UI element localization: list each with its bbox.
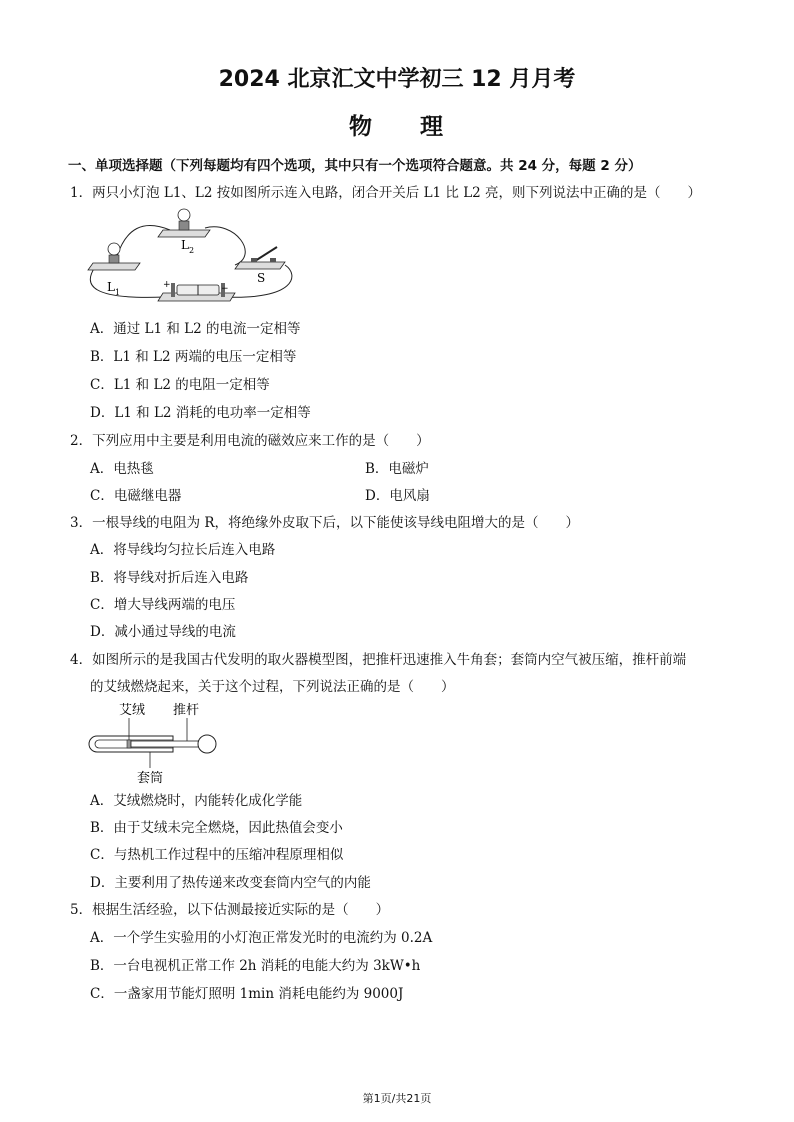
label-minus: − <box>221 284 229 294</box>
question-3-stem: 3．一根导线的电阻为 R，将绝缘外皮取下后，以下能使该导线电阻增大的是（ ） <box>70 515 580 531</box>
q4-option-c: C．与热机工作过程中的压缩冲程原理相似 <box>90 847 344 863</box>
question-4-stem-line-2: 的艾绒燃烧起来，关于这个过程，下列说法正确的是（ ） <box>90 679 455 695</box>
q1-option-a: A．通过 L1 和 L2 的电流一定相等 <box>90 321 301 337</box>
question-5-stem: 5．根据生活经验，以下估测最接近实际的是（ ） <box>70 902 390 918</box>
q3-option-d: D．减小通过导线的电流 <box>90 624 236 640</box>
q2-option-a: A．电热毯 <box>90 461 154 477</box>
q2-option-b: B．电磁炉 <box>365 461 429 477</box>
q4-option-a: A．艾绒燃烧时，内能转化成化学能 <box>90 793 303 809</box>
question-1-stem: 1．两只小灯泡 L1、L2 按如图所示连入电路，闭合开关后 L1 比 L2 亮，则下列说法中正确的是（ ） <box>70 185 702 201</box>
label-switch: S <box>257 271 266 285</box>
label-plus: + <box>163 280 171 290</box>
label-l1: L <box>107 280 115 294</box>
q1-option-c: C．L1 和 L2 的电阻一定相等 <box>90 377 270 393</box>
fire-piston-diagram <box>85 700 225 788</box>
subject-title <box>0 108 794 141</box>
q3-option-a: A．将导线均匀拉长后连入电路 <box>90 542 276 558</box>
question-2-stem: 2．下列应用中主要是利用电流的磁效应来工作的是（ ） <box>70 433 430 449</box>
circuit-diagram <box>85 205 305 307</box>
label-rod: 推杆 <box>173 703 200 718</box>
q5-option-c: C．一盏家用节能灯照明 1min 消耗电能约为 9000J <box>90 986 404 1002</box>
q3-option-c: C．增大导线两端的电压 <box>90 597 236 613</box>
label-sleeve: 套筒 <box>137 771 164 786</box>
q1-option-b: B．L1 和 L2 两端的电压一定相等 <box>90 349 297 365</box>
q4-option-b: B．由于艾绒未完全燃烧，因此热值会变小 <box>90 820 343 836</box>
q4-option-d: D．主要利用了热传递来改变套筒内空气的内能 <box>90 875 371 891</box>
q2-option-d: D．电风扇 <box>365 488 430 504</box>
q2-option-c: C．电磁继电器 <box>90 488 182 504</box>
section-heading: 一、单项选择题（下列每题均有四个选项，其中只有一个选项符合题意。共 24 分，每题 2 分） <box>68 158 642 174</box>
q5-option-b: B．一台电视机正常工作 2h 消耗的电能大约为 3kW•h <box>90 958 421 974</box>
subject-char-1: 物 <box>349 114 374 140</box>
subject-char-2: 理 <box>420 114 445 140</box>
question-4-stem-line-1: 4．如图所示的是我国古代发明的取火器模型图，把推杆迅速推入牛角套；套筒内空气被压缩，推杆前端 <box>70 652 687 668</box>
label-l1-sub: 1 <box>115 288 121 297</box>
q3-option-b: B．将导线对折后连入电路 <box>90 570 249 586</box>
q1-option-d: D．L1 和 L2 消耗的电功率一定相等 <box>90 405 311 421</box>
label-l2: L <box>181 238 189 252</box>
label-l2-sub: 2 <box>189 246 195 255</box>
label-moxa: 艾绒 <box>119 703 146 718</box>
q5-option-a: A．一个学生实验用的小灯泡正常发光时的电流约为 0.2A <box>90 930 433 946</box>
page-footer: 第1页/共21页 <box>362 1092 432 1105</box>
exam-title: 2024 北京汇文中学初三 12 月月考 <box>218 67 576 92</box>
